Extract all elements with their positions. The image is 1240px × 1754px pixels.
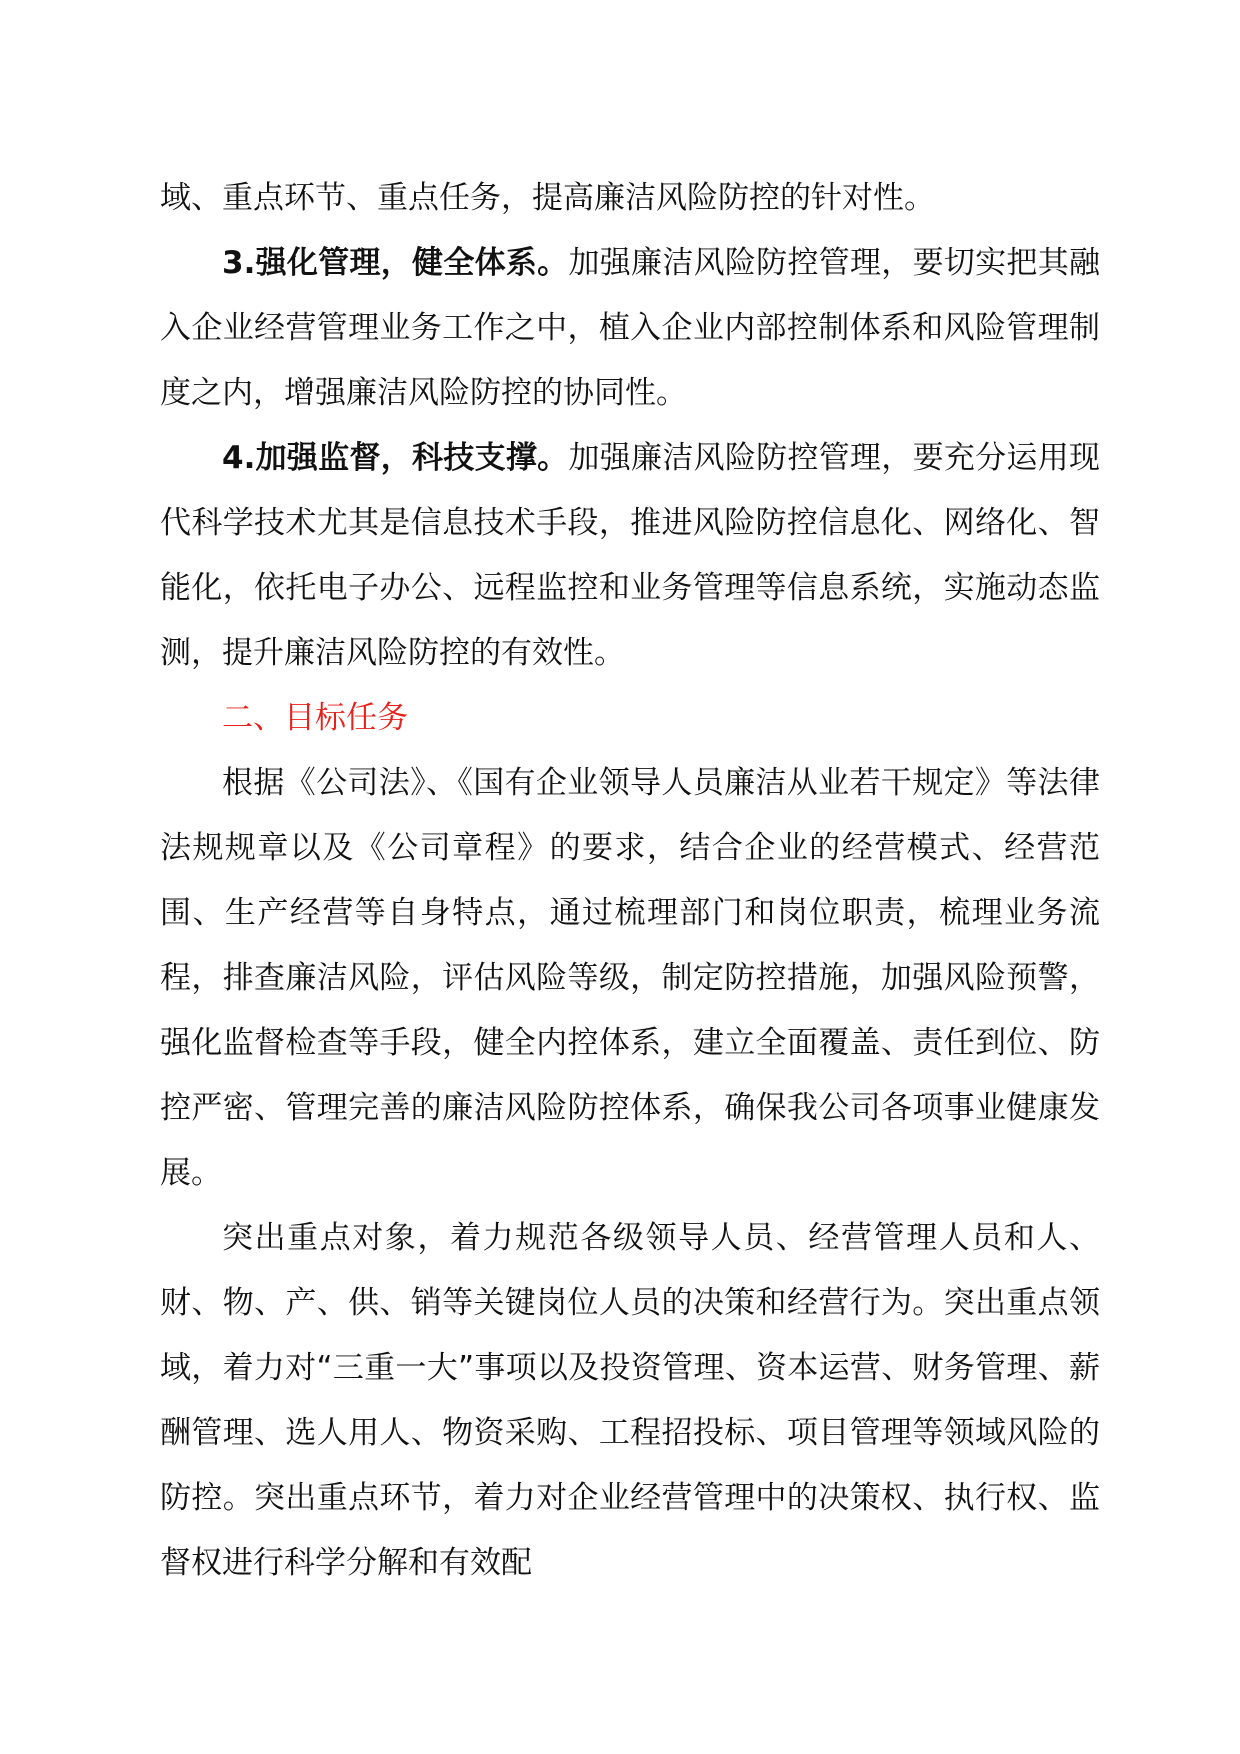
paragraph-text: 根据《公司法》、《国有企业领导人员廉洁从业若干规定》等法律法规规章以及《公司章程》的要求，结合企业的经营模式、经营范围、生产经营等自身特点，通过梳理部门和岗位职责，梳理业务流程，排查廉洁风险，评估风险等级，制定防控措施，加强风险预警，强化监督检查等手段，健全内控体系，建立全面覆盖、责任到位、防控严密、管理完善的廉洁风险防控体系，确保我公司各项事业健康发展。	[160, 765, 1100, 1191]
paragraph-basis	[160, 751, 1100, 1206]
paragraph-text: 加强廉洁风险防控管理，要充分运用现代科学技术尤其是信息技术手段，推进风险防控信息化、网络化、智能化，依托电子办公、远程监控和业务管理等信息系统，实施动态监测，提升廉洁风险防控的有效性。	[160, 440, 1100, 671]
section-heading: 二、目标任务	[222, 700, 408, 736]
paragraph-key-focus	[160, 1206, 1100, 1596]
paragraph-text: 突出重点对象，着力规范各级领导人员、经营管理人员和人、财、物、产、供、销等关键岗位人员的决策和经营行为。突出重点领域，着力对“三重一大”事项以及投资管理、资本运营、财务管理、薪酬管理、选人用人、物资采购、工程招投标、项目管理等领域风险的防控。突出重点环节，着力对企业经营管理中的决策权、执行权、监督权进行科学分解和有效配	[160, 1220, 1100, 1581]
paragraph-text: 域、重点环节、重点任务，提高廉洁风险防控的针对性。	[160, 180, 935, 216]
paragraph-continued	[160, 166, 1100, 231]
paragraph-strengthen-supervision	[160, 426, 1100, 686]
paragraph-strengthen-management	[160, 231, 1100, 426]
paragraph-lead: 4.加强监督，科技支撑。	[222, 440, 569, 476]
paragraph-text: 加强廉洁风险防控管理，要切实把其融入企业经营管理业务工作之中，植入企业内部控制体系和风险管理制度之内，增强廉洁风险防控的协同性。	[160, 245, 1100, 411]
document-body	[160, 166, 1100, 1596]
paragraph-lead: 3.强化管理，健全体系。	[222, 245, 569, 281]
